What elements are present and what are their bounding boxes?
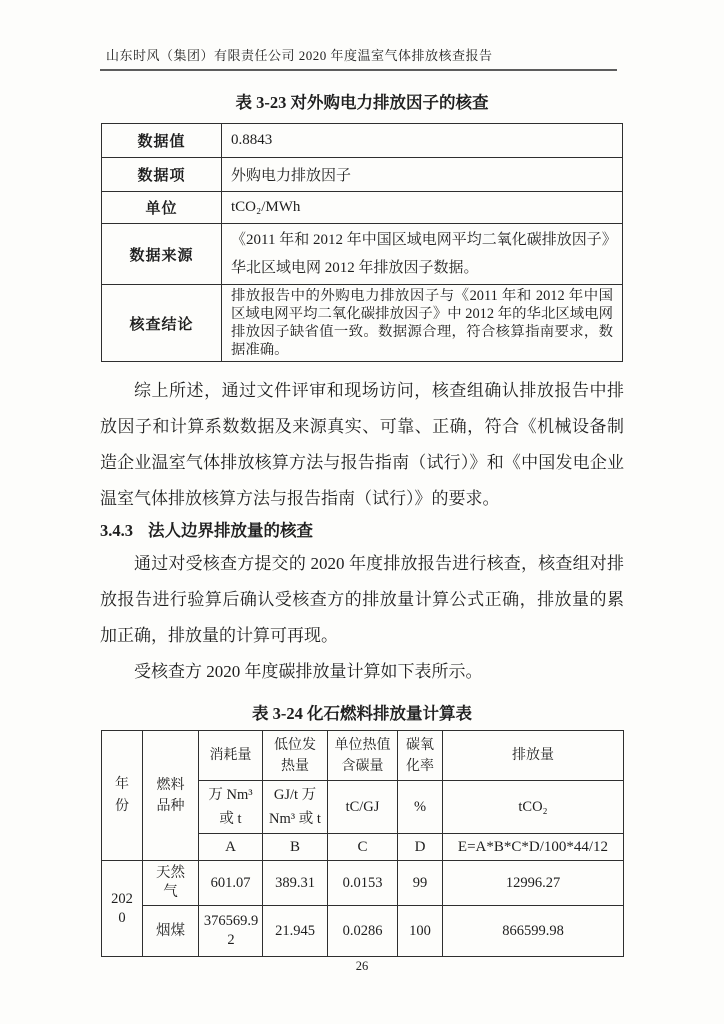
col-header-ncv: 低位发热量: [263, 731, 328, 781]
row-value: tCO₂/MWh: [222, 192, 623, 224]
row-label: 数据来源: [102, 224, 222, 285]
table24-fossil-fuel-emissions: [101, 730, 624, 957]
col-header-consumption: 消耗量: [199, 731, 263, 781]
table-row: [102, 124, 623, 158]
ncv-cell: 21.945: [263, 906, 328, 957]
body-paragraph: 通过对受核查方提交的 2020 年度排放报告进行核查，核查组对排放报告进行验算后确认受核查方的排放量计算公式正确，排放量的累加正确，排放量的计算可再现。: [100, 554, 624, 645]
oxidation-cell: 100: [398, 906, 443, 957]
summary-paragraph: 综上所述，通过文件评审和现场访问，核查组确认排放报告中排放因子和计算系数数据及来源真实、可靠、正确，符合《机械设备制造企业温室气体排放核算方法与报告指南（试行）》和《中国发电企业温室气体排放核算方法与报告指南（试行）》的要求。: [100, 381, 624, 508]
unit-ncv: GJ/t 万 Nm³ 或 t: [263, 781, 328, 834]
unit-oxidation-rate: %: [398, 781, 443, 834]
year-cell: 2020: [102, 861, 143, 957]
table-row: [102, 158, 623, 192]
unit-carbon-content: tC/GJ: [328, 781, 398, 834]
table-row: [102, 224, 623, 285]
ncv-cell: 389.31: [263, 861, 328, 906]
fuel-cell: 烟煤: [143, 906, 199, 957]
row-value: 《2011 年和 2012 年中国区域电网平均二氧化碳排放因子》华北区域电网 2012 年排放因子数据。: [222, 224, 623, 285]
row-value: 排放报告中的外购电力排放因子与《2011 年和 2012 年中国区域电网平均二氧化碳排放因子》中 2012 年的华北区域电网排放因子缺省值一致。数据源合理，符合核算指南要求，数据准确。: [222, 285, 623, 362]
col-header-emission: 排放量: [443, 731, 624, 781]
running-header-title: 山东时风（集团）有限责任公司 2020 年度温室气体排放核查报告: [106, 48, 493, 63]
row-label: 数据值: [102, 124, 222, 158]
letter-b: B: [263, 834, 328, 861]
table-row-natural-gas: [102, 861, 624, 906]
table23-emission-factor-verification: [101, 123, 623, 362]
table24-caption: 表 3-24 化石燃料排放量计算表: [252, 704, 472, 723]
consumption-cell: 601.07: [199, 861, 263, 906]
row-label: 数据项: [102, 158, 222, 192]
row-value: 0.8843: [222, 124, 623, 158]
emission-cell: 12996.27: [443, 861, 624, 906]
table-row: [102, 285, 623, 362]
section-number: 3.4.3: [100, 521, 133, 540]
running-header: [100, 48, 617, 71]
row-label: 单位: [102, 192, 222, 224]
letter-a: A: [199, 834, 263, 861]
unit-emission: tCO₂: [443, 781, 624, 834]
section-heading: [100, 519, 624, 542]
table-row: [102, 192, 623, 224]
body-paragraph: 受核查方 2020 年度碳排放量计算如下表所示。: [134, 662, 483, 681]
emission-formula: E=A*B*C*D/100*44/12: [443, 834, 624, 861]
carbon-cell: 0.0286: [328, 906, 398, 957]
letter-c: C: [328, 834, 398, 861]
fuel-cell: 天然气: [143, 861, 199, 906]
row-label: 核查结论: [102, 285, 222, 362]
section-title: 法人边界排放量的核查: [148, 521, 313, 540]
letter-d: D: [398, 834, 443, 861]
consumption-cell: 376569.92: [199, 906, 263, 957]
page-number: 26: [355, 959, 369, 973]
col-header-carbon-content: 单位热值含碳量: [328, 731, 398, 781]
table23-caption: 表 3-23 对外购电力排放因子的核查: [235, 93, 489, 112]
carbon-cell: 0.0153: [328, 861, 398, 906]
col-header-year: 年份: [102, 731, 143, 861]
col-header-fuel: 燃料品种: [143, 731, 199, 861]
table-row-bituminous-coal: [102, 906, 624, 957]
oxidation-cell: 99: [398, 861, 443, 906]
row-value: 外购电力排放因子: [222, 158, 623, 192]
table-header-row: [102, 731, 624, 781]
unit-consumption: 万 Nm³ 或 t: [199, 781, 263, 834]
emission-cell: 866599.98: [443, 906, 624, 957]
col-header-oxidation-rate: 碳氧化率: [398, 731, 443, 781]
